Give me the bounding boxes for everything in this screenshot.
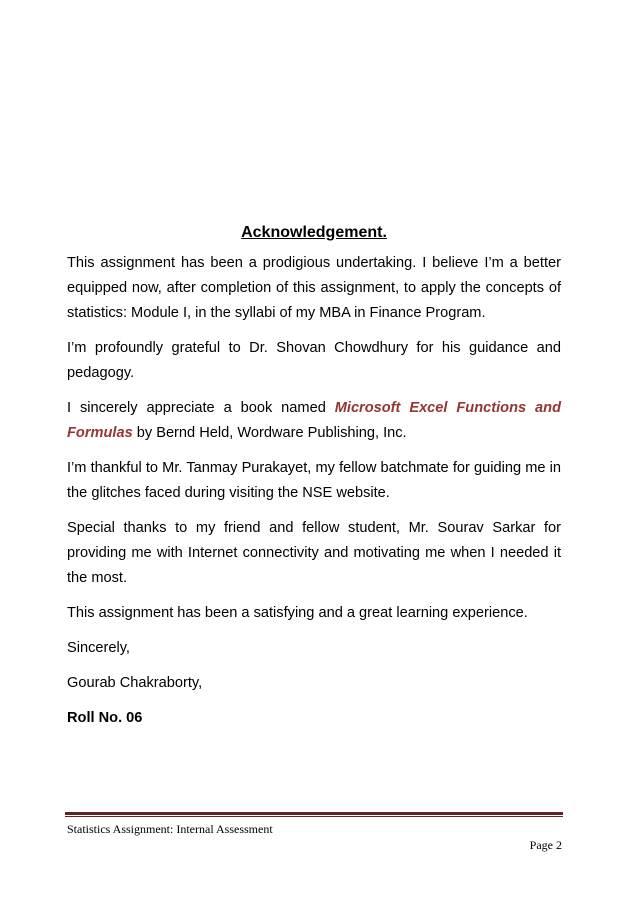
roll-number: Roll No. 06	[67, 710, 143, 726]
acknowledgement-body	[67, 220, 561, 741]
footer-divider	[65, 812, 563, 815]
paragraph-book	[67, 396, 561, 446]
footer-document-label: Statistics Assignment: Internal Assessment	[67, 822, 273, 836]
paragraph-special-thanks: Special thanks to my friend and fellow student, Mr. Sourav Sarkar for providing me with Internet connectivity and motivating me when I needed it the most.	[67, 520, 561, 586]
paragraph-intro: This assignment has been a prodigious undertaking. I believe I’m a better equipped now, after completion of this assignment, to apply the concepts of statistics: Module I, in the syllabi of my MBA in Finance Program.	[67, 255, 561, 321]
closing-text: Sincerely,	[67, 640, 130, 656]
paragraph-guidance: I’m profoundly grateful to Dr. Shovan Chowdhury for his guidance and pedagogy.	[67, 340, 561, 381]
paragraph-experience: This assignment has been a satisfying and a great learning experience.	[67, 605, 528, 621]
signature-name: Gourab Chakraborty,	[67, 675, 203, 691]
book-prefix: I sincerely appreciate a book named	[67, 400, 335, 416]
book-suffix: by Bernd Held, Wordware Publishing, Inc.	[132, 425, 407, 441]
page-number: Page 2	[529, 838, 562, 852]
footer-divider-thin	[65, 816, 563, 817]
book-title: Microsoft Excel Functions and Formulas	[67, 400, 561, 441]
paragraph-batchmate: I’m thankful to Mr. Tanmay Purakayet, my fellow batchmate for guiding me in the glitches faced during visiting the NSE website.	[67, 460, 561, 501]
page-title: Acknowledgement.	[241, 224, 387, 241]
